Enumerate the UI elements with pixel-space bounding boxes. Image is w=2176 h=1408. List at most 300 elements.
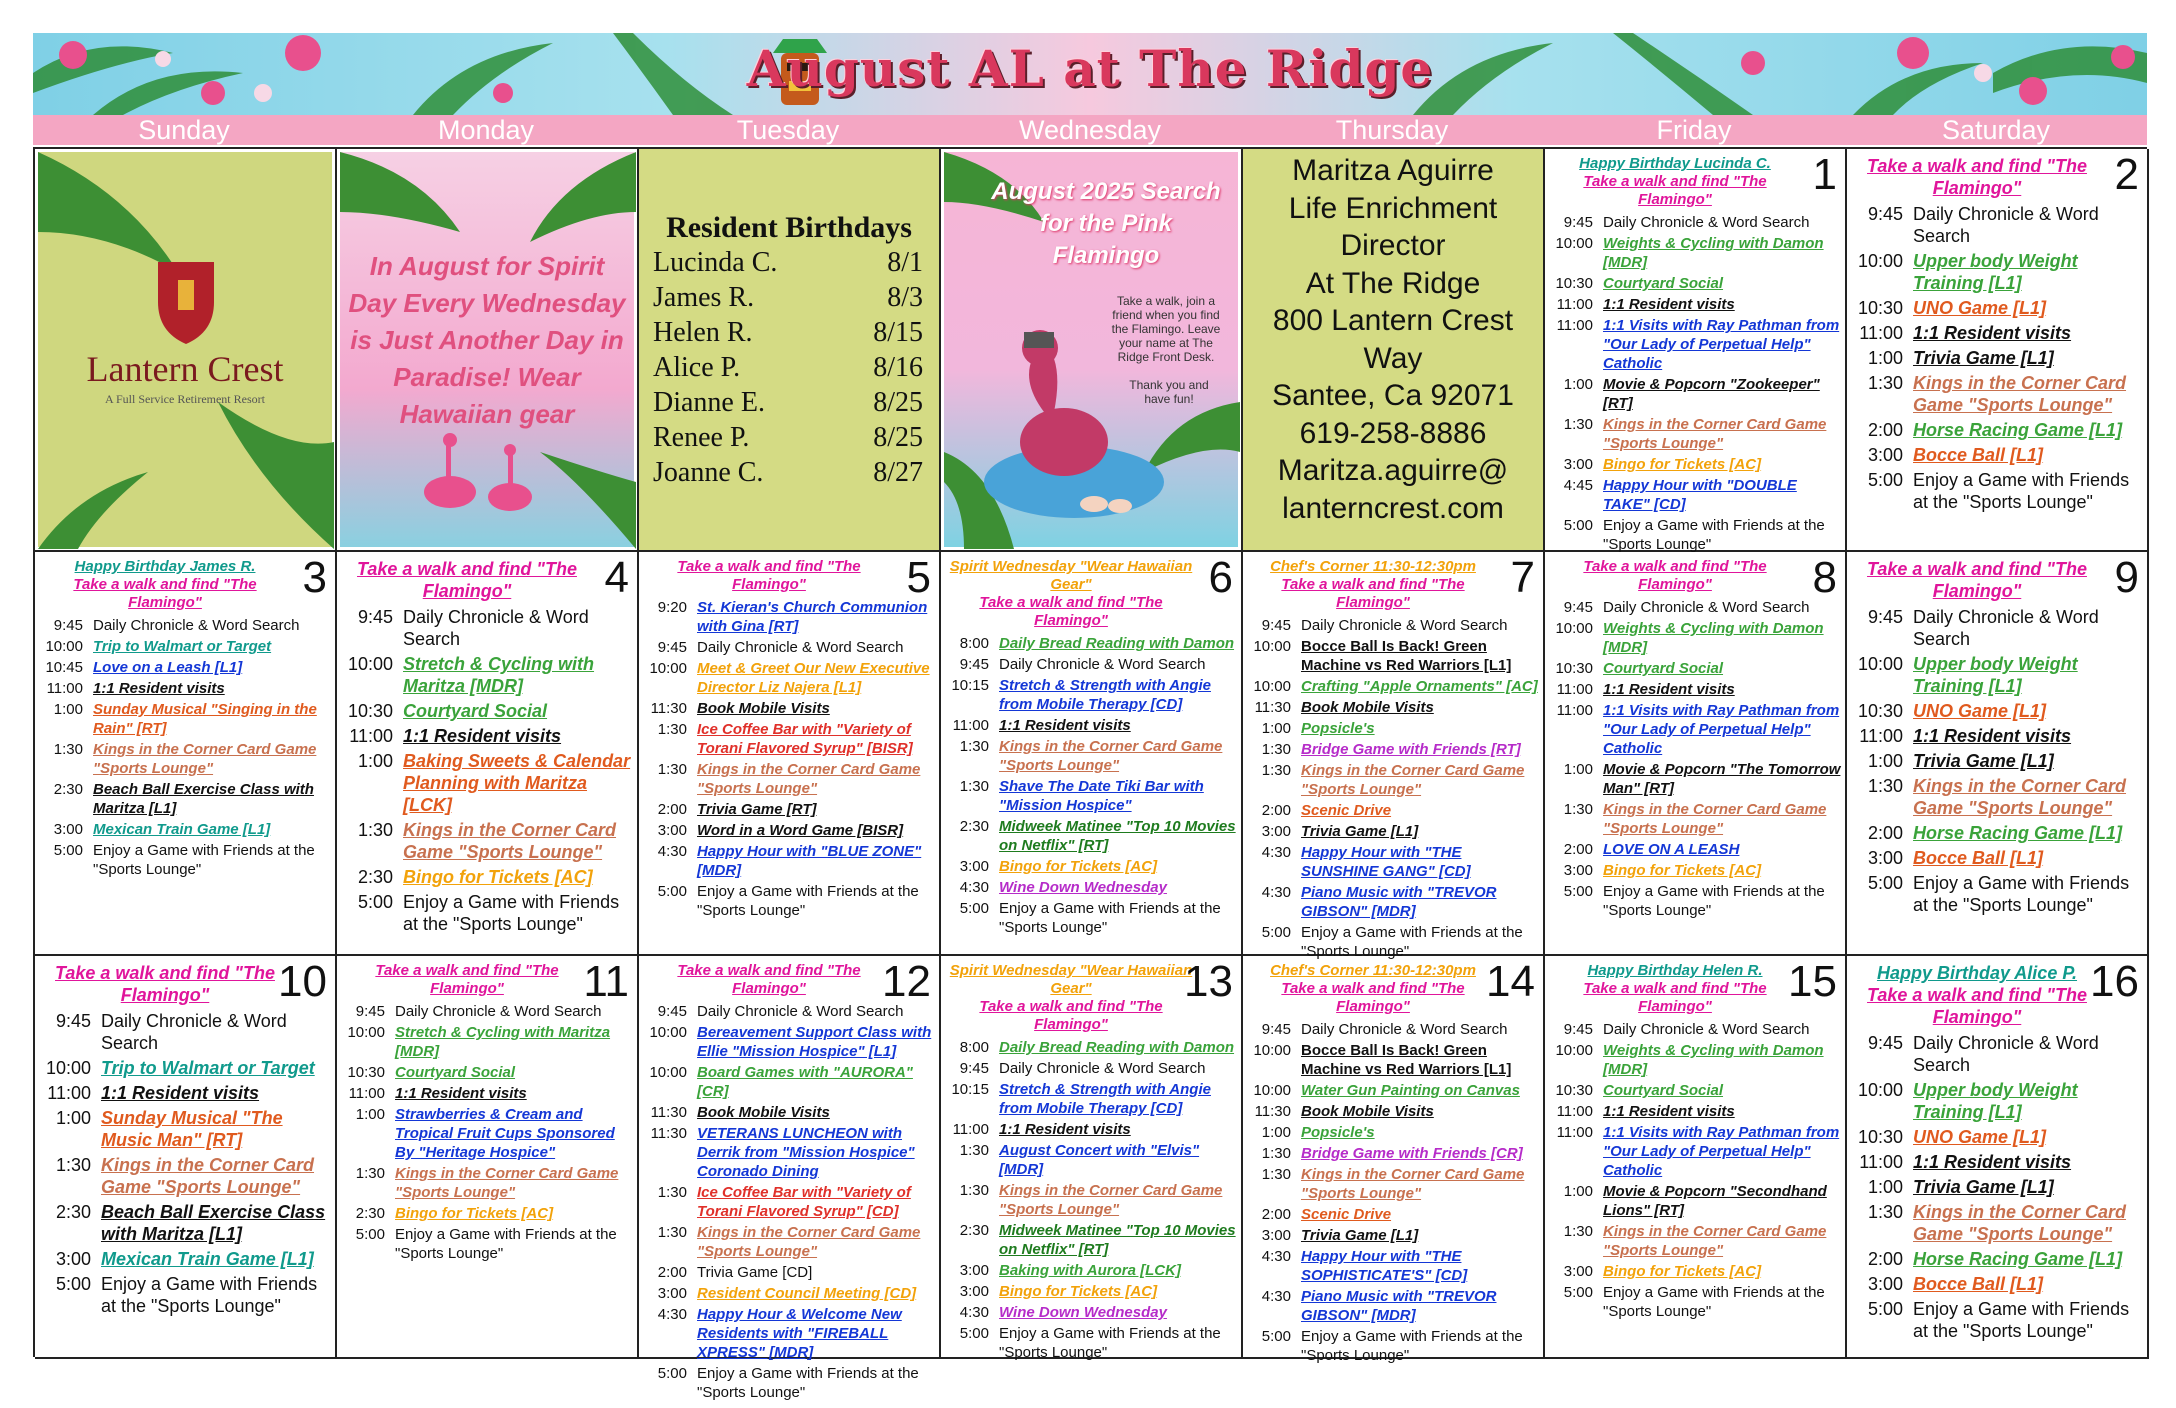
event-title: Shave The Date Tiki Bar with "Mission Hospice" [999,778,1204,814]
event-item [1245,1102,1539,1121]
event-time: 5:00 [1563,1284,1593,1301]
day-number: 7 [1510,553,1535,602]
birthday-name: Lucinda C. [653,247,778,278]
event-title: UNO Game [L1] [1913,1127,2047,1147]
day-highlight: Chef's Corner 11:30-12:30pm [1270,558,1476,575]
event-title: Midweek Matinee "Top 10 Movies on Netflix" [RT] [999,818,1236,854]
event-time: 1:00 [1867,348,1903,368]
event-title: Daily Chronicle & Word Search [1603,599,1810,616]
event-title: 1:1 Resident visits [999,717,1131,734]
event-title: Scenic Drive [1301,1206,1392,1223]
event-item [943,777,1237,815]
contact-line: Director [1340,229,1446,262]
flamingo-flyer-title: August 2025 Search for the Pink Flamingo [991,178,1221,269]
event-title: Trivia Game [RT] [697,801,817,818]
event-time: 1:30 [1261,762,1291,779]
event-item [1547,598,1841,617]
event-title: St. Kieran's Church Communion with Gina [RT] [697,599,928,635]
event-title: Movie & Popcorn "Secondhand Lions" [RT] [1603,1183,1827,1219]
event-title: Bridge Game with Friends [RT] [1301,741,1521,758]
event-item [339,1204,633,1223]
event-item [339,1023,633,1061]
event-time: 10:00 [1555,1042,1593,1059]
event-title: Daily Chronicle & Word Search [1913,204,2099,246]
event-title: Bingo for Tickets [AC] [1603,862,1762,879]
event-time: 1:30 [959,1142,989,1159]
event-title: Courtyard Social [1603,1082,1724,1099]
event-time: 10:00 [347,654,393,674]
birthday-date: 8/25 [873,422,923,453]
event-item [1851,822,2141,844]
event-time: 11:30 [1254,1103,1291,1120]
event-time: 1:30 [355,1165,385,1182]
event-time: 1:30 [1563,801,1593,818]
event-item [1547,1222,1841,1260]
event-time: 1:00 [1261,720,1291,737]
lantern-crest-logo [38,152,332,547]
event-item [339,1063,633,1082]
event-title: Courtyard Social [1603,275,1724,292]
event-title: Resident Council Meeting [CD] [697,1285,917,1302]
event-title: 1:1 Resident visits [403,726,562,746]
event-title: Kings in the Corner Card Game "Sports Lounge" [1301,762,1525,798]
event-time: 3:00 [1563,456,1593,473]
event-title: Happy Hour with "THE SOPHISTICATE'S" [CD] [1301,1248,1468,1284]
event-time: 2:30 [55,1202,91,1222]
event-item [1547,840,1841,859]
event-time: 3:00 [657,822,687,839]
event-item [1851,1151,2141,1173]
day-highlight: Take a walk and find "The Flamingo" [979,998,1163,1033]
event-time: 2:00 [1261,802,1291,819]
event-item [943,1080,1237,1118]
event-item [341,750,631,816]
event-time: 9:45 [1563,1021,1593,1038]
event-title: Happy Hour with "DOUBLE TAKE" [CD] [1603,477,1797,513]
event-title: UNO Game [L1] [1913,298,2047,318]
event-time: 5:00 [1867,470,1903,490]
contact-line: 800 Lantern Crest [1272,304,1514,337]
event-title: Book Mobile Visits [1301,699,1434,716]
event-time: 5:00 [1261,1328,1291,1345]
event-item [1245,801,1539,820]
day-highlight: Take a walk and find "The Flamingo" [1583,173,1767,208]
event-time: 4:30 [657,843,687,860]
event-time: 9:45 [657,639,687,656]
day-number: 12 [882,957,931,1006]
event-item [641,1124,935,1181]
event-time: 4:30 [1261,844,1291,861]
event-item [641,1305,935,1362]
contact-line: Way [1363,341,1423,375]
birthday-name: Renee P. [653,422,750,453]
birthday-row [639,315,939,350]
day-cell-12 [639,956,941,1401]
event-item [1547,619,1841,657]
event-item [943,1261,1237,1280]
event-time: 10:30 [1857,1127,1903,1147]
event-title: Sunday Musical "The Music Man" [RT] [101,1108,283,1150]
event-time: 2:30 [357,867,393,887]
event-item [1851,872,2141,916]
event-title: Bereavement Support Class with Ellie "Mission Hospice" [L1] [697,1024,932,1060]
event-item [1851,297,2141,319]
flamingo-flyer-thanks: Thank you and have fun! [1129,378,1209,406]
event-title: Enjoy a Game with Friends at the "Sports Lounge" [101,1274,318,1316]
day-highlight: Take a walk and find "The Flamingo" [1867,985,2087,1027]
event-time: 10:30 [1857,701,1903,721]
birthdays-list [639,245,939,490]
event-item [1851,700,2141,722]
event-item [39,1273,329,1317]
event-time: 9:45 [355,1003,385,1020]
event-title: Horse Racing Game [L1] [1913,1249,2123,1269]
event-title: Popsicle's [1301,1124,1375,1141]
event-title: Daily Bread Reading with Damon [999,635,1235,652]
event-time: 1:00 [1867,751,1903,771]
event-item [1547,701,1841,758]
event-item [641,800,935,819]
event-title: Ice Coffee Bar with "Variety of Torani Flavored Syrup" [BISR] [697,721,913,757]
event-time: 4:30 [1261,1288,1291,1305]
event-title: Piano Music with "TREVOR GIBSON" [MDR] [1301,1288,1497,1324]
event-title: Water Gun Painting on Canvas [1301,1082,1520,1099]
event-item [1547,680,1841,699]
day-highlight: Take a walk and find "The Flamingo" [979,594,1163,629]
day-highlight: Take a walk and find "The Flamingo" [1583,558,1767,593]
event-title: Enjoy a Game with Friends at the "Sports Lounge" [1603,517,1825,553]
event-time: 10:00 [45,638,83,655]
day-cell-5 [639,552,941,956]
event-title: Courtyard Social [395,1064,516,1081]
event-time: 3:00 [1867,445,1903,465]
contact-line: Maritza Aguirre [1292,154,1494,187]
event-time: 9:45 [1261,617,1291,634]
day-highlight: Take a walk and find "The Flamingo" [1281,980,1465,1015]
event-title: Daily Chronicle & Word Search [1301,1021,1508,1038]
birthday-row [639,280,939,315]
weekday-sunday: Sunday [138,115,230,145]
event-title: 1:1 Visits with Ray Pathman from "Our Lady of Perpetual Help" Catholic [1603,1124,1840,1179]
event-item [1851,469,2141,513]
event-time: 3:00 [53,821,83,838]
day-highlight: Take a walk and find "The Flamingo" [375,962,559,997]
event-time: 3:00 [1261,1227,1291,1244]
event-title: Kings in the Corner Card Game "Sports Lounge" [697,761,921,797]
event-time: 9:45 [53,617,83,634]
event-time: 10:30 [1857,298,1903,318]
event-time: 8:00 [959,1039,989,1056]
event-title: Enjoy a Game with Friends at the "Sports Lounge" [403,892,620,934]
event-item [37,780,331,818]
event-time: 1:00 [1563,376,1593,393]
birthday-row [639,455,939,490]
event-item [641,842,935,880]
event-title: Bingo for Tickets [AC] [999,858,1158,875]
birthday-date: 8/15 [873,317,923,348]
event-time: 3:00 [657,1285,687,1302]
event-item [1851,250,2141,294]
day-highlight: Chef's Corner 11:30-12:30pm [1270,962,1476,979]
event-title: Beach Ball Exercise Class with Maritza [L1] [93,781,314,817]
event-item [1547,882,1841,920]
event-title: Movie & Popcorn "Zookeeper" [RT] [1603,376,1820,412]
event-item [1245,1287,1539,1325]
event-item [341,725,631,747]
event-title: Daily Chronicle & Word Search [1603,1021,1810,1038]
day-number: 8 [1812,553,1837,602]
event-title: Enjoy a Game with Friends at the "Sports Lounge" [1301,924,1523,960]
event-item [341,606,631,650]
flamingo-flyer-cell [941,149,1243,552]
logo-tagline: A Full Service Retirement Resort [105,392,265,406]
event-item [37,700,331,738]
day-highlight: Spirit Wednesday "Wear Hawaiian Gear" [949,558,1193,593]
event-title: Trivia Game [L1] [1913,1177,2054,1197]
event-title: Daily Chronicle & Word Search [395,1003,602,1020]
event-time: 1:30 [357,820,393,840]
spirit-day-flyer [340,152,634,547]
event-item [943,1324,1237,1362]
event-title: Daily Chronicle & Word Search [403,607,589,649]
event-time: 10:00 [45,1058,91,1078]
event-item [37,841,331,879]
event-title: Scenic Drive [1301,802,1392,819]
event-item [943,817,1237,855]
event-title: Bridge Game with Friends [CR] [1301,1145,1523,1162]
event-time: 1:30 [1867,776,1903,796]
event-title: Daily Chronicle & Word Search [697,639,904,656]
event-item [39,1154,329,1198]
event-time: 1:00 [1563,761,1593,778]
event-item [943,878,1237,897]
event-item [1851,1201,2141,1245]
contact-line: lanterncrest.com [1282,491,1504,525]
event-title: Trivia Game [L1] [1301,1227,1419,1244]
event-time: 1:30 [1867,1202,1903,1222]
event-title: Stretch & Cycling with Maritza [MDR] [395,1024,611,1060]
event-time: 11:00 [1556,681,1593,698]
event-item [1547,1020,1841,1039]
event-title: Horse Racing Game [L1] [1913,823,2123,843]
event-time: 1:30 [657,761,687,778]
event-title: Enjoy a Game with Friends at the "Sports Lounge" [999,1325,1221,1361]
event-title: Courtyard Social [403,701,548,721]
event-time: 10:00 [649,1024,687,1041]
event-item [1851,419,2141,441]
event-item [943,1181,1237,1219]
event-item [39,1201,329,1245]
event-item [1245,719,1539,738]
event-time: 2:30 [959,1222,989,1239]
event-title: Crafting "Apple Ornaments" [AC] [1301,678,1538,695]
event-time: 2:30 [355,1205,385,1222]
event-title: Daily Bread Reading with Damon [999,1039,1235,1056]
event-item [1547,1102,1841,1121]
day-number: 11 [583,957,629,1006]
event-time: 1:30 [1563,416,1593,433]
event-item [39,1082,329,1104]
event-time: 11:30 [650,1104,687,1121]
day-highlight: Spirit Wednesday "Wear Hawaiian Gear" [949,962,1193,997]
event-title: Trivia Game [L1] [1913,348,2054,368]
event-item [641,598,935,636]
event-time: 10:00 [1857,654,1903,674]
event-item [1245,616,1539,635]
day-number: 14 [1486,957,1535,1006]
event-time: 3:00 [959,1283,989,1300]
event-title: Wine Down Wednesday [999,1304,1167,1321]
event-title: Book Mobile Visits [1301,1103,1434,1120]
event-time: 4:30 [1261,1248,1291,1265]
birthday-name: Alice P. [653,352,741,383]
event-title: Bingo for Tickets [AC] [403,867,593,887]
event-title: Upper body Weight Training [L1] [1913,251,2078,293]
event-item [1547,760,1841,798]
event-title: Weights & Cycling with Damon [MDR] [1603,235,1824,271]
event-item [37,740,331,778]
event-title: Enjoy a Game with Friends at the "Sports Lounge" [1913,470,2130,512]
event-item [1245,883,1539,921]
event-time: 2:30 [959,818,989,835]
event-title: Weights & Cycling with Damon [MDR] [1603,620,1824,656]
pink-flamingo-flyer [944,152,1238,547]
event-title: Kings in the Corner Card Game "Sports Lounge" [1913,373,2127,415]
event-time: 3:00 [55,1249,91,1269]
event-item [1547,1041,1841,1079]
event-title: LOVE ON A LEASH [1603,841,1740,858]
day-highlight: Take a walk and find "The Flamingo" [55,963,275,1005]
event-item [1547,1123,1841,1180]
page-title: August AL at The Ridge [746,39,1434,98]
event-title: Kings in the Corner Card Game "Sports Lounge" [1603,1223,1827,1259]
contact-line: Life Enrichment [1288,191,1498,225]
event-item [641,1223,935,1261]
event-item [641,821,935,840]
event-time: 10:00 [1253,1082,1291,1099]
event-item [1547,861,1841,880]
event-title: Bocce Ball Is Back! Green Machine vs Red Warriors [L1] [1301,1042,1512,1078]
weekday-saturday: Saturday [1941,115,2051,145]
event-title: Upper body Weight Training [L1] [1913,1080,2078,1122]
contact-line: Maritza.aguirre@ [1277,454,1509,487]
event-time: 1:30 [657,1224,687,1241]
event-item [39,1248,329,1270]
event-item [641,1263,935,1282]
event-item [641,699,935,718]
event-title: Kings in the Corner Card Game "Sports Lounge" [101,1155,315,1197]
event-item [943,737,1237,775]
event-time: 1:30 [55,1155,91,1175]
event-time: 10:00 [1253,1042,1291,1059]
event-title: UNO Game [L1] [1913,701,2047,721]
event-time: 10:15 [951,677,989,694]
event-title: Bocce Ball [L1] [1913,445,2044,465]
event-item [1245,1081,1539,1100]
event-time: 11:30 [650,1125,687,1142]
day-number: 16 [2090,957,2139,1006]
event-title: Enjoy a Game with Friends at the "Sports Lounge" [1913,873,2130,915]
birthday-name: Joanne C. [653,457,764,488]
birthday-date: 8/25 [873,387,923,418]
event-time: 9:45 [1261,1021,1291,1038]
event-item [339,1225,633,1263]
event-time: 1:00 [53,701,83,718]
event-item [1547,274,1841,293]
event-time: 10:00 [347,1024,385,1041]
event-time: 1:00 [1261,1124,1291,1141]
event-time: 11:00 [1859,323,1903,343]
event-title: Courtyard Social [1603,660,1724,677]
event-time: 9:45 [959,1060,989,1077]
event-item [37,679,331,698]
event-title: Strawberries & Cream and Tropical Fruit Cups Sponsored By "Heritage Hospice" [395,1106,615,1161]
event-title: Meet & Greet Our New Executive Director Liz Najera [L1] [697,660,930,696]
event-time: 11:00 [1859,1152,1903,1172]
event-item [641,1284,935,1303]
event-title: Enjoy a Game with Friends at the "Sports Lounge" [999,900,1221,936]
event-item [1245,1144,1539,1163]
weekday-wednesday: Wednesday [1018,115,1162,145]
event-title: Movie & Popcorn "The Tomorrow Man" [RT] [1603,761,1841,797]
event-item [339,1084,633,1103]
logo-cell [35,149,337,552]
event-item [341,891,631,935]
day-number: 2 [2114,150,2139,199]
event-time: 1:00 [1563,1183,1593,1200]
event-title: Love on a Leash [L1] [93,659,243,676]
event-time: 11:00 [952,1121,989,1138]
birthday-row [639,385,939,420]
event-title: Enjoy a Game with Friends at the "Sports Lounge" [697,1365,919,1401]
event-title: Enjoy a Game with Friends at the "Sports Lounge" [93,842,315,878]
event-item [1851,1079,2141,1123]
birthday-name: Dianne E. [653,387,765,418]
event-time: 5:00 [1867,1299,1903,1319]
event-title: Kings in the Corner Card Game "Sports Lounge" [395,1165,619,1201]
director-contact-info [1243,152,1543,527]
event-title: August Concert with "Elvis" [MDR] [999,1142,1200,1178]
event-time: 10:30 [347,701,393,721]
event-item [1547,800,1841,838]
event-item [1851,725,2141,747]
event-time: 5:00 [959,900,989,917]
event-item [1851,1298,2141,1342]
contact-line: Santee, Ca 92071 [1272,379,1514,412]
event-time: 11:00 [1859,726,1903,746]
event-item [641,1023,935,1061]
event-title: Stretch & Strength with Angie from Mobile Therapy [CD] [999,1081,1211,1117]
event-time: 9:20 [657,599,687,616]
event-title: Daily Chronicle & Word Search [999,1060,1206,1077]
event-time: 9:45 [357,607,393,627]
event-item [943,1282,1237,1301]
event-title: Kings in the Corner Card Game "Sports Lounge" [1913,776,2127,818]
event-time: 1:30 [1261,741,1291,758]
event-title: 1:1 Visits with Ray Pathman from "Our Lady of Perpetual Help" Catholic [1603,702,1840,757]
event-title: Baking with Aurora [LCK] [999,1262,1181,1279]
event-item [1245,1247,1539,1285]
event-time: 5:00 [1563,517,1593,534]
event-title: Enjoy a Game with Friends at the "Sports Lounge" [1603,1284,1825,1320]
day-cell-9 [1847,552,2149,956]
event-item [1851,750,2141,772]
event-title: 1:1 Resident visits [1913,1152,2072,1172]
event-title: Kings in the Corner Card Game "Sports Lounge" [403,820,617,862]
event-time: 5:00 [1867,873,1903,893]
event-title: Daily Chronicle & Word Search [1603,214,1810,231]
event-title: Enjoy a Game with Friends at the "Sports Lounge" [697,883,919,919]
